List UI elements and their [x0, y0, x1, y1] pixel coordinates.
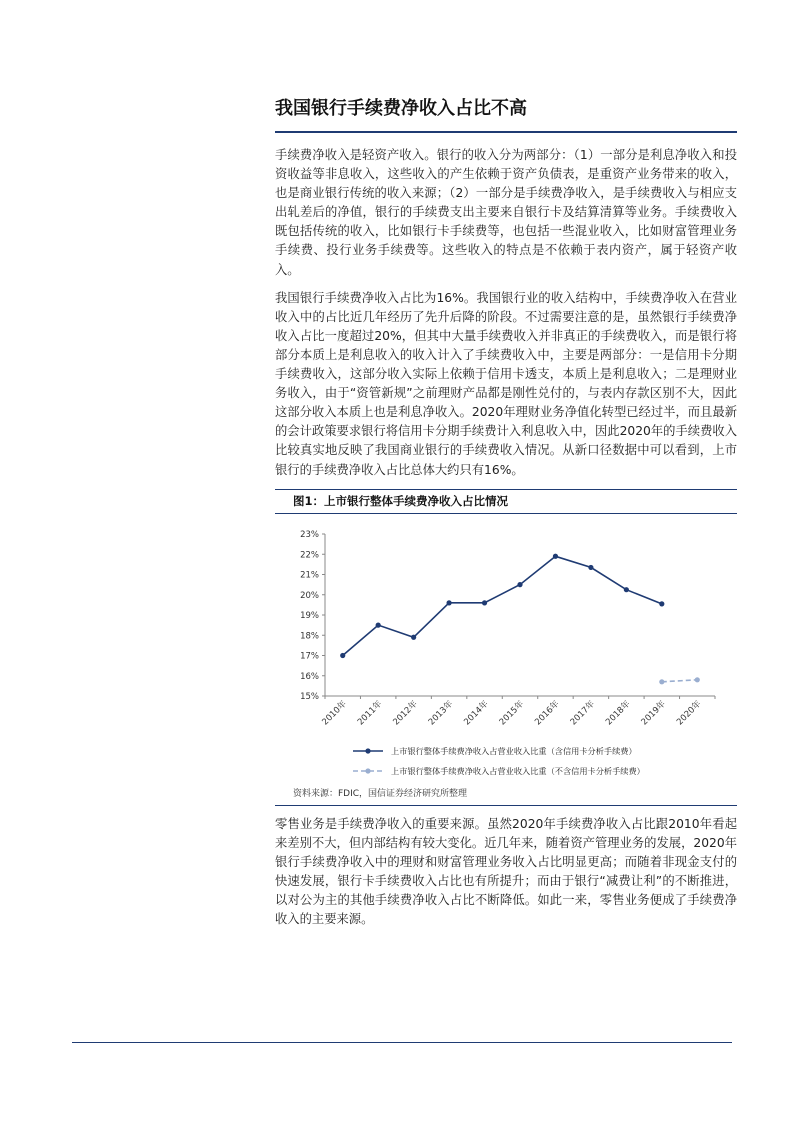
y-tick-label: 21%: [300, 570, 319, 581]
y-tick-label: 18%: [300, 630, 319, 641]
x-tick-label: 2019年: [639, 698, 668, 728]
series-line-2: [662, 679, 698, 681]
y-tick-label: 15%: [300, 691, 319, 702]
paragraph-3: 零售业务是手续费净收入的重要来源。虽然2020年手续费净收入占比跟2010年看起来差别不大，但内部结构有较大变化。近几年来，随着资产管理业务的发展，2020年银行手续费净收入中的理财和财富管理业务收入占比明显更高；而随着非现金支付的快速发展，银行卡手续费收入占比也有所提升；而由于银行“减费让利”的不断推进，以对公为主的其他手续费净收入占比不断降低。如此一来，零售业务便成了手续费净收入的主要来源。: [275, 816, 737, 927]
paragraph-2: 我国银行手续费净收入占比为16%。我国银行业的收入结构中，手续费净收入在营业收入中的占比近几年经历了先升后降的阶段。不过需要注意的是，虽然银行手续费净收入占比一度超过20%，但其中大量手续费收入并非真正的手续费收入，而是银行将部分本质上是利息收入的收入计入了手续费收入中，主要是两部分：一是信用卡分期手续费收入，这部分收入实际上依赖于信用卡透支，本质上是利息收入；二是理财业务收入，由于“资管新规”之前理财产品都是刚性兑付的，与表内存款区别不大，因此这部分收入本质上也是利息净收入。2020年理财业务净值化转型已经过半，而且最新的会计政策要求银行将信用卡分期手续费计入利息收入中，因此2020年的手续费收入比较真实地反映了我国商业银行的手续费收入情况。从新口径数据中可以看到，上市银行的手续费净收入占比总体大约只有16%。: [275, 290, 737, 477]
data-point: [624, 587, 629, 592]
y-tick-label: 23%: [300, 529, 319, 540]
x-tick-label: 2013年: [426, 698, 456, 728]
data-point: [376, 622, 381, 627]
x-tick-label: 2011年: [355, 698, 385, 728]
x-tick-label: 2015年: [497, 698, 527, 728]
section-title: 我国银行手续费净收入占比不高: [275, 96, 737, 133]
data-point: [588, 564, 593, 569]
y-tick-label: 16%: [300, 671, 319, 682]
chart-container: [275, 514, 737, 782]
data-point: [517, 582, 522, 587]
data-point: [446, 600, 451, 605]
data-point: [411, 634, 416, 639]
series-line-1: [343, 556, 662, 655]
legend-label-2: 上市银行整体手续费净收入占营业收入比重（不含信用卡分析手续费）: [391, 765, 645, 776]
x-tick-label: 2017年: [568, 698, 598, 728]
data-point: [482, 600, 487, 605]
main-content: [275, 96, 737, 929]
legend-marker-1: [365, 748, 370, 753]
x-tick-label: 2010年: [320, 698, 349, 728]
x-tick-label: 2020年: [675, 698, 704, 728]
data-point: [695, 677, 700, 682]
footer-divider: [72, 1042, 732, 1043]
figure-title: 图1：上市银行整体手续费净收入占比情况: [275, 489, 737, 514]
legend-marker-2: [365, 768, 370, 773]
y-tick-label: 20%: [300, 590, 319, 601]
line-chart: [275, 514, 737, 782]
y-tick-label: 17%: [300, 651, 319, 662]
y-tick-label: 22%: [300, 549, 319, 560]
figure-source: 资料来源：FDIC，国信证券经济研究所整理: [275, 782, 737, 806]
paragraph-1: 手续费净收入是轻资产收入。银行的收入分为两部分：（1）一部分是利息净收入和投资收益等非息收入，这些收入的产生依赖于资产负债表，是重资产业务带来的收入，也是商业银行传统的收入来源；（2）一部分是手续费净收入，是手续费收入与相应支出轧差后的净值，银行的手续费支出主要来自银行卡及结算清算等业务。手续费收入既包括传统的收入，比如银行卡手续费等，也包括一些混业收入，比如财富管理业务手续费、投行业务手续费等。这些收入的特点是不依赖于表内资产，属于轻资产收入。: [275, 148, 737, 277]
data-point: [553, 553, 558, 558]
y-tick-label: 19%: [300, 610, 319, 621]
figure: [275, 489, 737, 806]
legend-label-1: 上市银行整体手续费净收入占营业收入比重（含信用卡分析手续费）: [391, 745, 637, 756]
x-tick-label: 2018年: [604, 698, 633, 728]
data-point: [659, 679, 664, 684]
x-tick-label: 2014年: [462, 698, 491, 728]
data-point: [659, 601, 664, 606]
data-point: [340, 652, 345, 657]
x-tick-label: 2012年: [391, 698, 420, 728]
x-tick-label: 2016年: [533, 698, 562, 728]
